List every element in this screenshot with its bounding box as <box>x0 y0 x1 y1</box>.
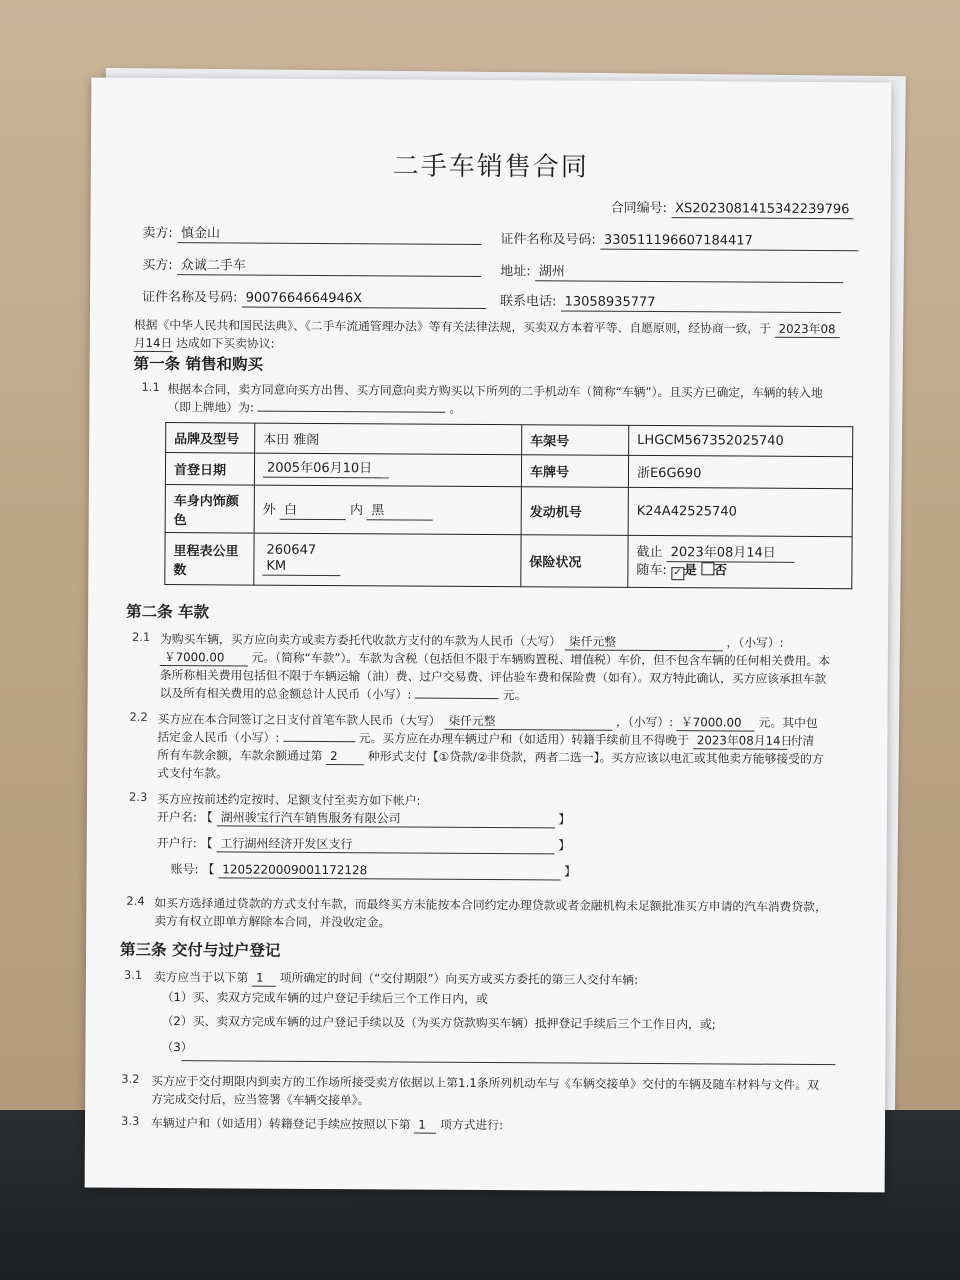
brand-label: 品牌及型号 <box>166 423 255 454</box>
first-payment-upper: 柒仟元整 <box>444 713 612 731</box>
clause-2-2-line3: 所有车款余额，车款余额通过第 2 种形式支付【①贷款/②非贷款，两者二选一】。买方应该以电汇或其他卖方能够接受的方 <box>157 747 824 767</box>
engine-value: K24A42525740 <box>628 487 852 536</box>
clause-2-2-line2: 括定金人民币（小写）: 元。买方应在办理车辆过户和（如适用）转籍手续前且不得晚于 2023年08月14日 付清 <box>157 729 815 748</box>
clause-2-1-line3: 条所称相关费用包括但不限于车辆运输（油）费、过户交易费、评估验车费和保险费（如有）。双方特此确认，买方应该承担车款 <box>159 667 827 687</box>
clause-2-2-line1: 买方应在本合同签订之日支付首笔车款人民币（大写） 柒仟元整 ，（小写）: ￥7000.00 元。其中包 <box>157 711 818 731</box>
option-2: （2）买、卖双方完成车辆的过户登记手续以及（为买方贷款购买车辆）抵押登记手续后三个工作日内，或; <box>161 1014 716 1032</box>
buyer-id: 9007664664946X <box>242 290 486 308</box>
clause-2-2-line4: 式支付车款。 <box>157 765 228 781</box>
interior-color: 黑 <box>367 503 433 520</box>
plate-value: 浙E6G690 <box>628 455 852 488</box>
no-checkbox[interactable] <box>701 562 714 575</box>
first-payment-small: ￥7000.00 <box>677 714 755 731</box>
price-small: ￥7000.00 <box>160 649 248 667</box>
phone-value: 13058935777 <box>561 294 841 313</box>
mileage-label: 里程表公里数 <box>165 533 254 586</box>
vin-value: LHGCM567352025740 <box>629 425 853 456</box>
clause-3-1-number: 3.1 <box>123 967 143 982</box>
section-3-title: 第三条 交付与过户登记 <box>120 940 281 960</box>
reg-date-label: 首登日期 <box>165 453 254 486</box>
section-2-title: 第二条 车款 <box>126 602 210 622</box>
account-number-row: 账号: 【 1205220009001172128 】 <box>170 862 577 879</box>
seller-id: 330511196607184417 <box>600 233 858 252</box>
preamble-line2: 月14日 达成如下买卖协议: <box>133 335 275 351</box>
buyer-id-row: 证件名称及号码: 9007664664946X <box>142 286 486 309</box>
address-row: 地址: 湖州 <box>500 260 843 283</box>
exterior-color: 白 <box>280 503 346 520</box>
option-1: （1）买、卖双方完成车辆的过户登记手续后三个工作日内，或 <box>161 990 488 1007</box>
clause-3-3-text: 车辆过户和（如适用）转籍登记手续应按照以下第 1 项方式进行: <box>150 1115 504 1133</box>
clause-3-3-number: 3.3 <box>120 1113 140 1128</box>
bank-name: 工行湖州经济开发区支行 <box>216 835 554 854</box>
vehicle-info-table: 品牌及型号 本田 雅阁 车架号 LHGCM567352025740 首登日期 2005年06月10日 车牌号 浙E6G690 车身内饰颜色 外 白 内 黑 发动机号 K24A42525740 里程表公里数 260647 KM 保险状况 截止 2023年08月14日 随车: ✓ 是 否 <box>164 422 853 589</box>
yes-checkbox[interactable]: ✓ <box>671 567 684 580</box>
account-name-row: 开户名: 【 湖州骏宝行汽车销售服务有限公司 】 <box>156 809 571 827</box>
clause-3-2-line2: 方完成交付后，应当签署《车辆交接单》。 <box>151 1091 370 1108</box>
payment-method: 2 <box>326 748 364 765</box>
mileage-value: 260647 KM <box>262 543 340 576</box>
clause-2-3-number: 2.3 <box>128 789 148 804</box>
registration-option: 1 <box>414 1117 436 1134</box>
clause-1-1-number: 1.1 <box>141 379 160 394</box>
option-3: （3） <box>161 1040 193 1055</box>
clause-2-1-line2: ￥7000.00 元。（简称“车款”）。车款为含税（包括但不限于车辆购置税、增值税）车价，但不包含车辆的任何相关费用。本 <box>160 648 830 670</box>
clause-2-1-line1: 为购买车辆，买方应向卖方或卖方委托代收款方支付的车款为人民币（大写） 柒仟元整 ，（小写）: <box>159 631 784 650</box>
buyer-row: 买方: 众诚二手车 <box>142 254 481 277</box>
phone-row: 联系电话: 13058935777 <box>500 290 841 313</box>
clause-2-3-text: 买方应按前述约定按时、足额支付至卖方如下帐户: <box>156 791 421 808</box>
preamble-line1: 根据《中华人民共和国民法典》、《二手车流通管理办法》等有关法律法规，买卖双方本着平等、自愿原则，经协商一致，于 2023年08 <box>134 316 840 338</box>
buyer-name: 众诚二手车 <box>177 258 481 277</box>
clause-1-1-line2: （即上牌地）为: 。 <box>167 400 462 416</box>
clause-2-1-line4: 以及所有相关费用的总金额总计人民币（小写）: 元。 <box>159 685 527 703</box>
vin-label: 车架号 <box>522 425 629 456</box>
clause-3-2-number: 3.2 <box>121 1071 140 1086</box>
seller-name: 慎金山 <box>177 226 481 245</box>
payoff-date: 2023年08月14日 <box>693 732 787 750</box>
clause-2-4-number: 2.4 <box>126 893 145 908</box>
account-number: 1205220009001172128 <box>218 861 560 880</box>
contract-page <box>85 78 892 1193</box>
account-name: 湖州骏宝行汽车销售服务有限公司 <box>217 809 555 828</box>
clause-2-4-line2: 卖方有权立即单方解除本合同，并没收定金。 <box>154 913 391 930</box>
clause-2-4-line1: 如买方选择通过贷款的方式支付车款，而最终买方未能按本合同约定办理贷款或者金融机构未足额批准买方申请的汽车消费贷款， <box>154 895 827 915</box>
insurance-until: 2023年08月14日 <box>667 545 795 563</box>
brand-value: 本田 雅阁 <box>255 423 522 455</box>
engine-label: 发动机号 <box>521 487 628 536</box>
clause-3-1-text: 卖方应当于以下第 1 项所确定的时间（“交付期限”）向买方或买方委托的第三人交付车辆: <box>153 969 639 987</box>
delivery-option: 1 <box>252 970 276 987</box>
plate-label: 车牌号 <box>521 455 628 488</box>
seller-id-row: 证件名称及号码: 330511196607184417 <box>500 228 858 251</box>
bank-row: 开户行: 【 工行湖州经济开发区支行 】 <box>156 835 571 853</box>
clause-2-2-number: 2.2 <box>129 709 148 724</box>
reg-date-value: 2005年06月10日 <box>263 461 389 479</box>
address-value: 湖州 <box>535 264 843 283</box>
clause-3-2-line1: 买方应于交付期限内到卖方的工作场所接受卖方依据以上第1.1条所列机动车与《车辆交接单》交付的车辆及随车材料与文件。双 <box>151 1073 819 1093</box>
insurance-label: 保险状况 <box>521 535 628 588</box>
price-upper: 柒仟元整 <box>565 633 723 651</box>
section-1-title: 第一条 销售和购买 <box>133 354 264 374</box>
contract-no-value: XS20230814153422397​96 <box>671 201 853 219</box>
contract-no: 合同编号: XS20230814153422397​96 <box>611 197 854 219</box>
clause-2-1-number: 2.1 <box>131 629 151 644</box>
option-3-line <box>181 1060 835 1065</box>
seller-row: 卖方: 慎金山 <box>142 222 481 245</box>
clause-1-1-line1: 根据本合同，卖方同意向买方出售、买方同意向卖方购买以下所列的二手机动车（简称“车辆”）。且买方已确定，车辆的转入地 <box>167 382 823 401</box>
document-title: 二手车销售合同 <box>392 151 589 183</box>
color-label: 车身内饰颜色 <box>165 485 254 534</box>
